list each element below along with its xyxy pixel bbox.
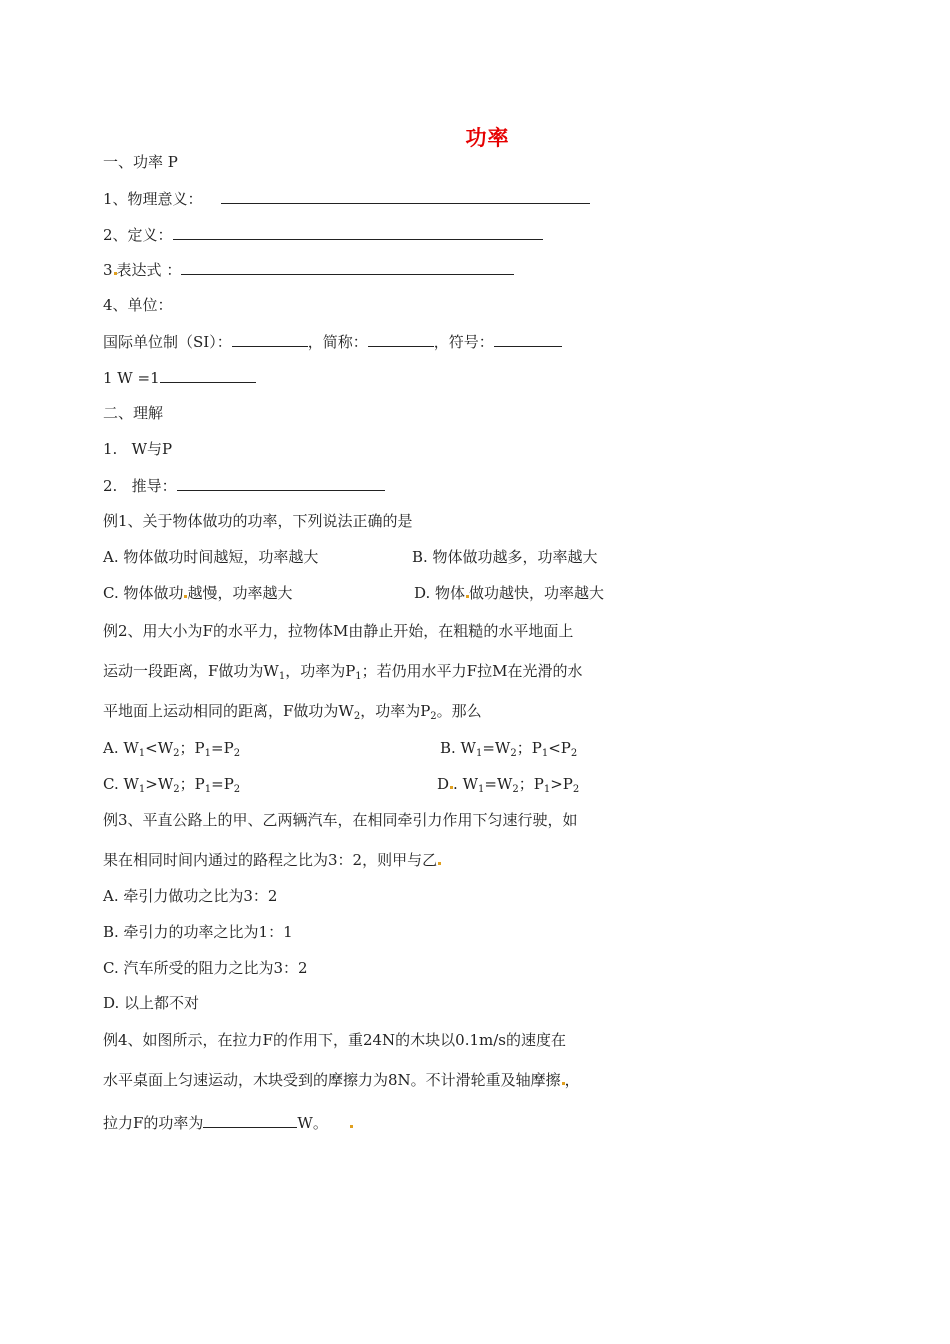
si-symbol-label: ，符号：: [433, 333, 494, 351]
example-2-line-3: [103, 700, 482, 722]
option-text: D: [437, 775, 450, 793]
option-text: 做功越快，功率越大: [469, 584, 605, 602]
answer-blank[interactable]: [232, 330, 308, 347]
si-label: 国际单位制（SI）：: [103, 333, 232, 351]
subscript: 1: [543, 784, 551, 795]
option-text: A. W: [103, 739, 139, 757]
item-expression: [103, 258, 514, 281]
section-heading-power: 一、功率 P: [103, 153, 178, 171]
understanding-item-1: 1. W与P: [103, 440, 173, 458]
watt-equation: [103, 366, 256, 389]
subscript: 1: [475, 748, 483, 759]
option-text: =W: [484, 775, 513, 793]
option-text: <P: [548, 739, 571, 757]
example-4-line-3: [103, 1111, 353, 1134]
subscript: 2: [512, 784, 519, 795]
item-physical-meaning: [103, 187, 590, 210]
answer-blank[interactable]: [494, 330, 562, 347]
text: ，功率为P: [360, 702, 431, 720]
example-2-option-c[interactable]: [103, 773, 240, 795]
answer-blank[interactable]: [221, 187, 590, 204]
example-1-option-d[interactable]: [414, 582, 604, 604]
item-label: 表达式 ：: [116, 261, 182, 279]
subscript: 2: [233, 784, 241, 795]
option-text: C. 物体做功: [103, 584, 184, 602]
subscript: 2: [570, 748, 578, 759]
subscript: 1: [478, 784, 485, 795]
example-2-option-a[interactable]: [103, 737, 240, 759]
example-1-option-c[interactable]: [103, 582, 293, 604]
understanding-item-2: [103, 474, 385, 497]
mark-dot: [438, 862, 441, 865]
answer-blank[interactable]: [160, 366, 256, 383]
text: 水平桌面上匀速运动，木块受到的摩擦力为8N。不计滑轮重及轴摩擦: [103, 1071, 561, 1089]
subscript: 2: [510, 748, 517, 759]
option-text: ；P: [518, 775, 544, 793]
si-abbr-label: ，简称：: [307, 333, 368, 351]
option-text: >P: [550, 775, 573, 793]
example-4-line-1: 例4、如图所示，在拉力F的作用下，重24N的木块以0.1m/s的速度在: [103, 1031, 566, 1049]
option-text: >W: [145, 775, 174, 793]
item-label: 2. 推导：: [103, 477, 177, 495]
option-text: D. 物体: [414, 584, 466, 602]
example-3-option-c[interactable]: C. 汽车所受的阻力之比为3：2: [103, 959, 308, 977]
page-title: 功率: [465, 126, 510, 150]
si-unit-row: [103, 330, 562, 353]
item-definition: [103, 223, 543, 246]
example-4-line-2: [103, 1069, 580, 1091]
example-1-stem: 例1、关于物体做功的功率，下列说法正确的是: [103, 512, 413, 530]
section-heading-understanding: 二、理解: [103, 404, 164, 422]
subscript: 2: [173, 748, 180, 759]
subscript: 1: [204, 748, 212, 759]
text: 运动一段距离，F做功为W: [103, 662, 279, 680]
subscript: 2: [233, 748, 241, 759]
answer-blank[interactable]: [181, 258, 514, 275]
example-3-option-b[interactable]: B. 牵引力的功率之比为1：1: [103, 923, 293, 941]
option-text: =W: [482, 739, 511, 757]
mark-dot: [350, 1125, 353, 1128]
text: 拉力F的功率为: [103, 1114, 204, 1132]
example-3-line-1: 例3、平直公路上的甲、乙两辆汽车，在相同牵引力作用下匀速行驶，如: [103, 811, 578, 829]
subscript: 2: [353, 711, 361, 722]
option-text: 越慢，功率越大: [187, 584, 293, 602]
example-3-option-d[interactable]: D. 以上都不对: [103, 994, 200, 1012]
option-text: ；P: [179, 739, 205, 757]
text: 平地面上运动相同的距离，F做功为W: [103, 702, 354, 720]
option-text: <W: [145, 739, 174, 757]
item-label: 1、物理意义：: [103, 190, 203, 208]
example-2-line-1: 例2、用大小为F的水平力，拉物体M由静止开始，在粗糙的水平地面上: [103, 622, 574, 640]
option-text: =P: [211, 775, 234, 793]
subscript: 1: [541, 748, 549, 759]
answer-blank[interactable]: [173, 223, 543, 240]
example-2-line-2: [103, 660, 582, 682]
option-text: C. W: [103, 775, 139, 793]
subscript: 2: [572, 784, 580, 795]
option-text: ；P: [516, 739, 542, 757]
subscript: 2: [173, 784, 180, 795]
item-unit: 4、单位：: [103, 296, 173, 314]
option-text: . W: [453, 775, 478, 793]
example-1-option-a[interactable]: A. 物体做功时间越短，功率越大: [103, 548, 319, 566]
text: ，功率为P: [285, 662, 356, 680]
subscript: 1: [138, 784, 146, 795]
subscript: 2: [430, 711, 437, 722]
answer-blank[interactable]: [203, 1111, 297, 1128]
subscript: 1: [204, 784, 212, 795]
watt-label: 1 W =1: [103, 369, 160, 387]
example-3-line-2: [103, 849, 441, 871]
text: 果在相同时间内通过的路程之比为3：2，则甲与乙: [103, 851, 438, 869]
text: 。那么: [436, 702, 482, 720]
answer-blank[interactable]: [177, 474, 385, 491]
subscript: 1: [138, 748, 146, 759]
example-3-option-a[interactable]: A. 牵引力做功之比为3：2: [103, 887, 278, 905]
text: ，: [564, 1071, 580, 1089]
text: W。: [297, 1114, 328, 1132]
item-label: 2、定义：: [103, 226, 173, 244]
subscript: 1: [355, 671, 362, 682]
answer-blank[interactable]: [368, 330, 434, 347]
subscript: 1: [278, 671, 286, 682]
example-1-option-b[interactable]: B. 物体做功越多，功率越大: [412, 548, 598, 566]
option-text: B. W: [440, 739, 476, 757]
option-text: ；P: [179, 775, 205, 793]
option-text: =P: [211, 739, 234, 757]
text: ；若仍用水平力F拉M在光滑的水: [361, 662, 583, 680]
example-2-option-b[interactable]: [440, 737, 577, 759]
example-2-option-d[interactable]: [437, 773, 579, 795]
item-number: 3: [103, 261, 113, 279]
